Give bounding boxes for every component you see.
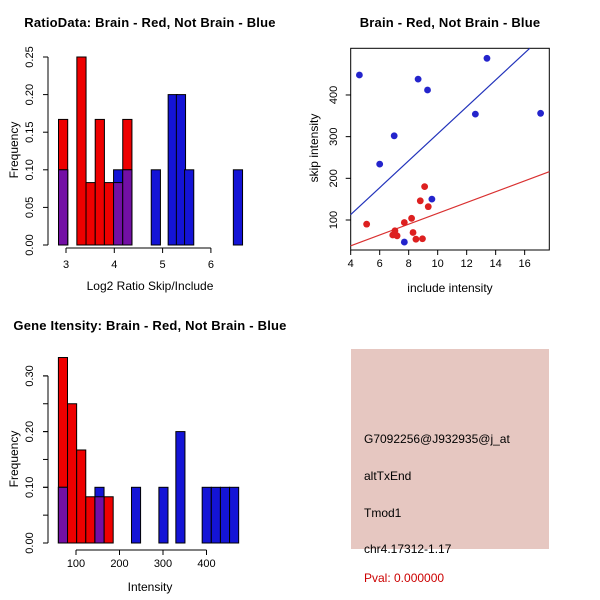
- hist-bar-brain_red: [68, 404, 77, 543]
- point-brain_red: [410, 229, 417, 236]
- x-tick-label: 16: [518, 258, 531, 270]
- hist-bar-not_brain_blue: [202, 487, 211, 543]
- info-line-pval: Pval: 0.000000: [364, 571, 445, 585]
- y-tick-label: 0.00: [24, 234, 36, 256]
- x-tick-label: 200: [110, 558, 129, 570]
- info-line-event-type: altTxEnd: [364, 469, 412, 483]
- fit-line-not_brain_blue: [351, 48, 530, 214]
- gene-histogram-title: Gene Itensity: Brain - Red, Not Brain - Blue: [13, 318, 287, 333]
- ratio-histogram-panel: [0, 0, 300, 300]
- intensity-scatter-xlabel: include intensity: [407, 281, 493, 295]
- x-tick-label: 400: [197, 558, 216, 570]
- point-brain_red: [417, 197, 424, 204]
- x-tick-label: 14: [489, 258, 502, 270]
- point-brain_red: [421, 183, 428, 190]
- ratio-histogram-xlabel: Log2 Ratio Skip/Include: [86, 279, 214, 293]
- hist-bar-not_brain_blue: [131, 487, 140, 543]
- y-tick-label: 200: [328, 169, 340, 188]
- y-tick-label: 0.30: [24, 365, 36, 387]
- hist-bar-overlap_purple: [95, 497, 104, 543]
- hist-bar-not_brain_blue: [151, 170, 160, 245]
- y-tick-label: 0.20: [24, 83, 36, 106]
- point-not_brain_blue: [484, 55, 491, 62]
- hist-bar-brain_red: [104, 183, 113, 245]
- hist-bar-not_brain_blue: [220, 487, 229, 543]
- ratio-histogram-plot: [0, 0, 300, 300]
- fit-line-brain_red: [351, 172, 550, 246]
- x-tick-label: 4: [347, 258, 354, 270]
- point-not_brain_blue: [428, 196, 435, 203]
- intensity-scatter-ylabel: skip intensity: [307, 113, 321, 183]
- y-tick-label: 0.10: [24, 159, 36, 181]
- intensity-scatter-title: Brain - Red, Not Brain - Blue: [359, 15, 541, 30]
- point-brain_red: [408, 215, 415, 222]
- x-tick-label: 3: [62, 259, 70, 271]
- hist-bar-brain_red: [95, 119, 104, 245]
- point-brain_red: [413, 236, 420, 243]
- y-tick-label: 100: [328, 210, 340, 230]
- point-not_brain_blue: [472, 111, 479, 118]
- x-tick-label: 4: [111, 259, 118, 271]
- point-brain_red: [419, 235, 426, 242]
- hist-bar-overlap_purple: [58, 487, 67, 543]
- point-not_brain_blue: [424, 87, 431, 94]
- gene-histogram-xlabel: Intensity: [127, 580, 173, 594]
- point-not_brain_blue: [391, 132, 398, 139]
- hist-bar-brain_red: [104, 497, 113, 543]
- x-tick-label: 12: [460, 258, 473, 270]
- hist-bar-overlap_purple: [123, 170, 132, 245]
- hist-bar-brain_red: [86, 183, 95, 245]
- y-tick-label: 0.10: [24, 476, 36, 499]
- hist-bar-not_brain_blue: [159, 487, 168, 543]
- y-tick-label: 0.00: [24, 532, 36, 554]
- gene-histogram-panel: [0, 300, 300, 600]
- gene-histogram-plot: [0, 300, 300, 600]
- y-tick-label: 0.25: [24, 46, 36, 68]
- point-brain_red: [425, 203, 432, 210]
- hist-bar-brain_red: [77, 450, 86, 543]
- x-tick-label: 8: [405, 258, 412, 270]
- x-tick-label: 6: [376, 258, 383, 270]
- gene-info-panel: [300, 300, 600, 600]
- hist-bar-overlap_purple: [59, 170, 68, 245]
- info-line-genomic-location: chr4.17312-1.17: [364, 542, 452, 556]
- info-line-probe-id: G7092256@J932935@j_at: [364, 432, 510, 446]
- point-brain_red: [363, 221, 370, 228]
- point-brain_red: [394, 232, 401, 239]
- hist-bar-not_brain_blue: [176, 432, 185, 543]
- ratio-histogram-ylabel: Frequency: [7, 121, 21, 179]
- hist-bar-not_brain_blue: [185, 170, 194, 245]
- gene-histogram-ylabel: Frequency: [7, 430, 21, 488]
- hist-bar-not_brain_blue: [230, 487, 239, 543]
- point-not_brain_blue: [537, 110, 544, 117]
- point-not_brain_blue: [415, 76, 422, 83]
- x-tick-label: 100: [66, 558, 86, 570]
- hist-bar-brain_red: [77, 57, 86, 245]
- hist-bar-not_brain_blue: [233, 170, 242, 245]
- x-tick-label: 5: [159, 259, 166, 271]
- x-tick-label: 300: [153, 558, 173, 570]
- plot-box: [351, 48, 550, 250]
- hist-bar-overlap_purple: [114, 183, 123, 245]
- intensity-scatter-plot: [300, 0, 600, 300]
- y-tick-label: 0.20: [24, 420, 36, 443]
- intensity-scatter-panel: [300, 0, 600, 300]
- y-tick-label: 0.15: [24, 121, 36, 143]
- x-tick-label: 10: [431, 258, 444, 270]
- hist-bar-not_brain_blue: [211, 487, 220, 543]
- point-not_brain_blue: [376, 161, 383, 168]
- info-line-gene-symbol: Tmod1: [364, 506, 402, 520]
- y-tick-label: 400: [328, 85, 340, 105]
- hist-bar-brain_red: [86, 497, 95, 543]
- y-tick-label: 0.05: [24, 196, 36, 219]
- info-box: [351, 349, 549, 585]
- point-not_brain_blue: [356, 72, 363, 79]
- x-tick-label: 6: [207, 259, 214, 271]
- ratio-histogram-title: RatioData: Brain - Red, Not Brain - Blue: [24, 15, 276, 30]
- point-not_brain_blue: [401, 239, 408, 246]
- point-brain_red: [401, 219, 408, 226]
- y-tick-label: 300: [328, 127, 340, 146]
